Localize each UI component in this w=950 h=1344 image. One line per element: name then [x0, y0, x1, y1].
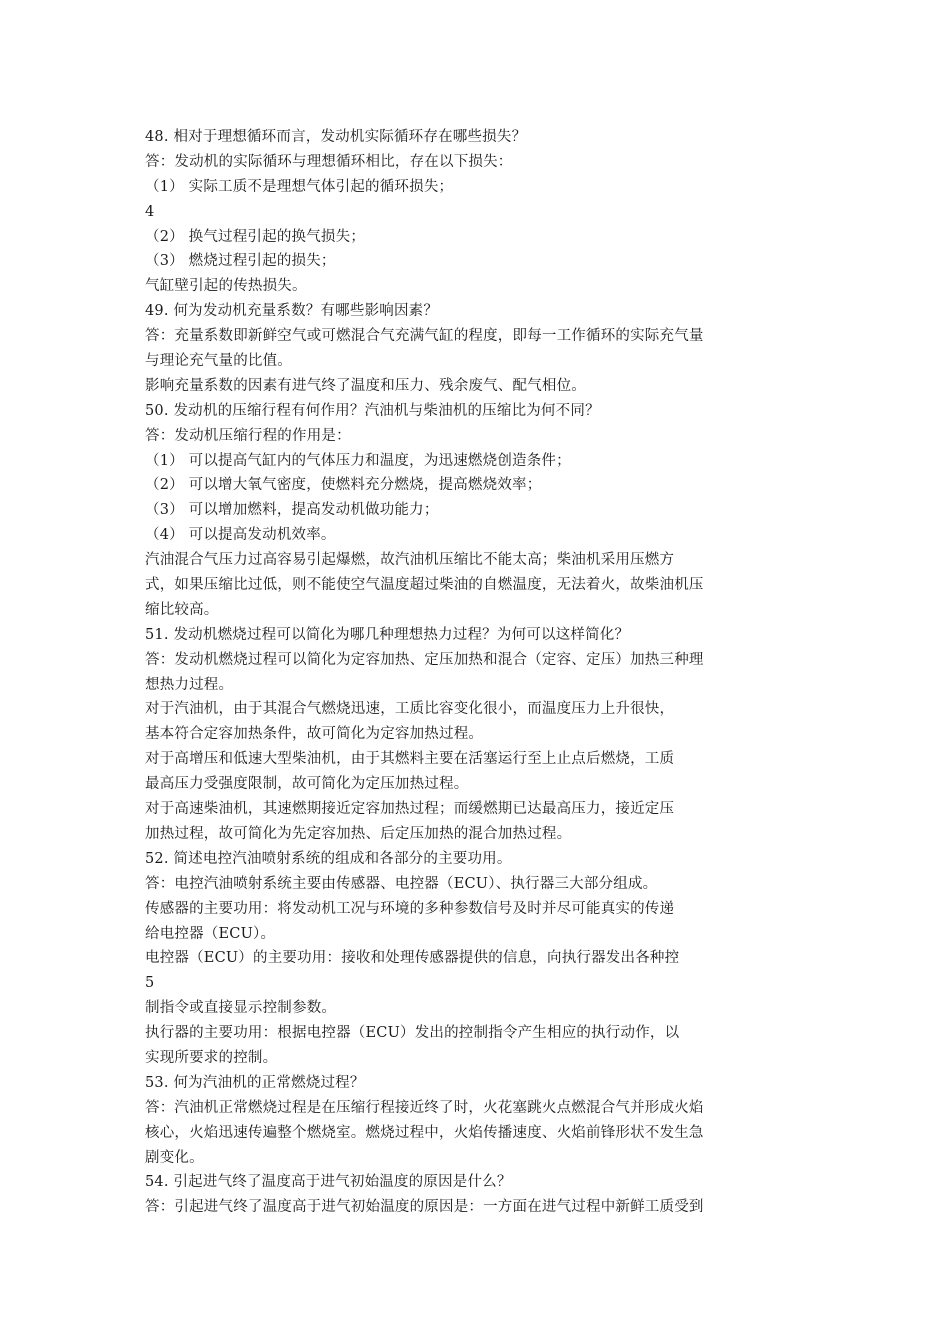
text-line: 答：充量系数即新鲜空气或可燃混合气充满气缸的程度，即每一工作循环的实际充气量	[145, 328, 704, 345]
question-heading: 53. 何为汽油机的正常燃烧过程？	[145, 1074, 365, 1091]
text-line: 式，如果压缩比过低，则不能使空气温度超过柴油的自燃温度，无法着火，故柴油机压	[145, 577, 704, 594]
text-line: 答：发动机的实际循环与理想循环相比，存在以下损失：	[145, 153, 513, 170]
page-number: 4	[145, 203, 155, 220]
text-line: 对于汽油机，由于其混合气燃烧迅速，工质比容变化很小，而温度压力上升很快，	[145, 701, 675, 718]
text-line: 执行器的主要功用：根据电控器（ECU）发出的控制指令产生相应的执行动作，以	[145, 1025, 680, 1042]
question-heading: 50. 发动机的压缩行程有何作用？汽油机与柴油机的压缩比为何不同？	[145, 402, 600, 419]
text-line: 加热过程，故可简化为先定容加热、后定压加热的混合加热过程。	[145, 825, 572, 842]
text-line: 答：发动机压缩行程的作用是：	[145, 427, 351, 444]
text-line: （2） 可以增大氧气密度，使燃料充分燃烧，提高燃烧效率；	[145, 477, 542, 494]
text-line: （3） 可以增加燃料，提高发动机做功能力；	[145, 502, 439, 519]
text-line: 答：电控汽油喷射系统主要由传感器、电控器（ECU）、执行器三大部分组成。	[145, 875, 658, 892]
text-line: （4） 可以提高发动机效率。	[145, 527, 336, 544]
text-line: （3） 燃烧过程引起的损失；	[145, 253, 336, 270]
text-line: 48. 相对于理想循环而言，发动机实际循环存在哪些损失？	[145, 129, 527, 145]
text-line: 电控器（ECU）的主要功用：接收和处理传感器提供的信息，向执行器发出各种控	[145, 950, 680, 967]
text-line: （1） 实际工质不是理想气体引起的循环损失；	[145, 178, 454, 195]
text-line: 对于高速柴油机，其速燃期接近定容加热过程；而缓燃期已达最高压力，接近定压	[145, 801, 675, 818]
text-line: 基本符合定容加热条件，故可简化为定容加热过程。	[145, 726, 484, 743]
question-heading: 51. 发动机燃烧过程可以简化为哪几种理想热力过程？为何可以这样简化？	[145, 626, 630, 643]
text-line: 给电控器（ECU）。	[145, 925, 276, 942]
text-line: 答：引起进气终了温度高于进气初始温度的原因是：一方面在进气过程中新鲜工质受到	[145, 1199, 704, 1216]
question-heading: 52. 简述电控汽油喷射系统的组成和各部分的主要功用。	[145, 850, 512, 867]
text-line: 答：发动机燃烧过程可以简化为定容加热、定压加热和混合（定容、定压）加热三种理	[145, 651, 704, 668]
text-line: 制指令或直接显示控制参数。	[145, 1000, 337, 1017]
text-line: 传感器的主要功用：将发动机工况与环境的多种参数信号及时并尽可能真实的传递	[145, 900, 675, 917]
text-line: 剧变化。	[145, 1149, 204, 1166]
text-line: 核心，火焰迅速传遍整个燃烧室。燃烧过程中，火焰传播速度、火焰前锋形状不发生急	[145, 1124, 704, 1141]
text-line: 气缸壁引起的传热损失。	[145, 278, 307, 295]
text-line: （2） 换气过程引起的换气损失；	[145, 228, 366, 245]
text-line: 想热力过程。	[145, 676, 234, 693]
question-heading: 54. 引起进气终了温度高于进气初始温度的原因是什么？	[145, 1174, 512, 1191]
text-line: 实现所要求的控制。	[145, 1049, 278, 1066]
text-line: 对于高增压和低速大型柴油机，由于其燃料主要在活塞运行至上止点后燃烧，工质	[145, 751, 675, 768]
text-line: 与理论充气量的比值。	[145, 353, 292, 370]
text-line: 影响充量系数的因素有进气终了温度和压力、残余废气、配气相位。	[145, 377, 586, 394]
text-line: 最高压力受强度限制，故可简化为定压加热过程。	[145, 776, 469, 793]
question-heading: 49. 何为发动机充量系数？有哪些影响因素？	[145, 303, 439, 320]
text-line: 答：汽油机正常燃烧过程是在压缩行程接近终了时，火花塞跳火点燃混合气并形成火焰	[145, 1099, 704, 1116]
text-line: （1） 可以提高气缸内的气体压力和温度，为迅速燃烧创造条件；	[145, 452, 571, 469]
page-number: 5	[145, 975, 155, 992]
text-line: 汽油混合气压力过高容易引起爆燃，故汽油机压缩比不能太高；柴油机采用压燃方	[145, 552, 675, 569]
text-line: 缩比较高。	[145, 601, 219, 618]
document-page	[145, 125, 805, 1220]
